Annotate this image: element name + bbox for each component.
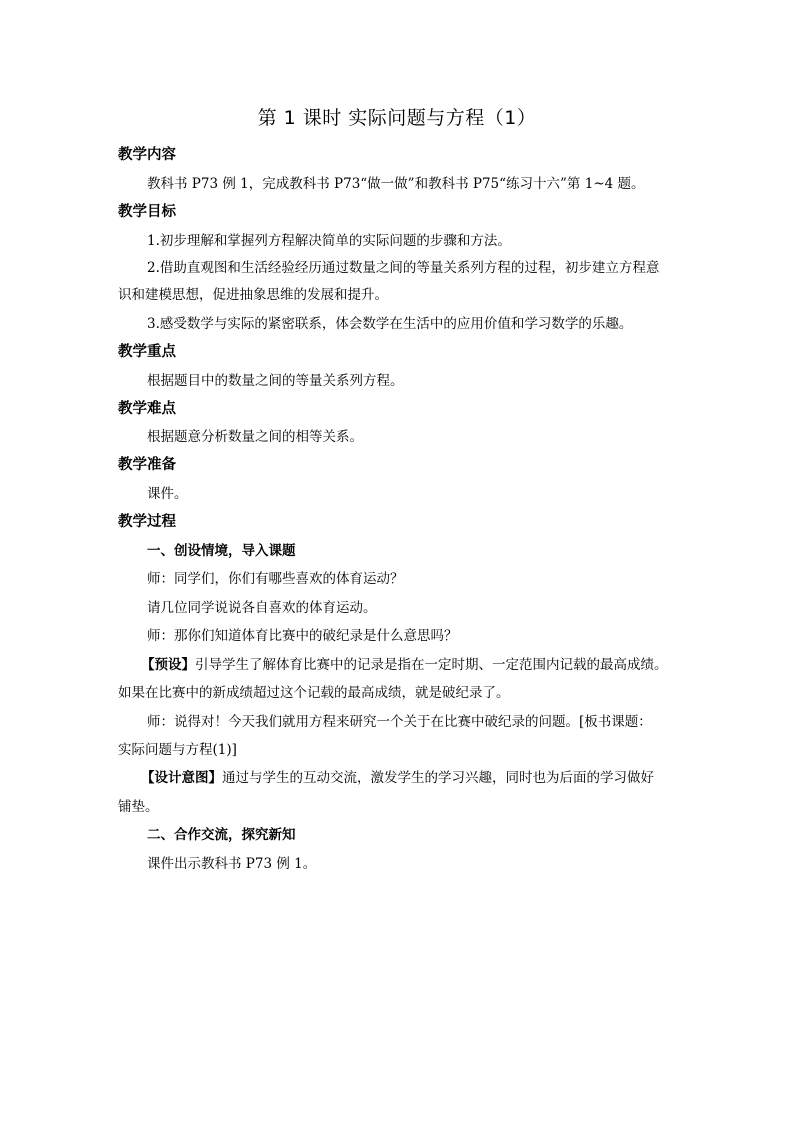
design-intent-text: 通过与学生的互动交流，激发学生的学习兴趣，同时也为后面的学习做好 <box>222 770 654 786</box>
preset-paragraph-line-2: 如果在比赛中的新成绩超过这个记载的最高成绩，就是破纪录了。 <box>118 685 510 701</box>
heading-teaching-content: 教学内容 <box>118 147 176 163</box>
step-2-title: 二、合作交流，探究新知 <box>147 827 296 843</box>
difficulty-text: 根据题意分析数量之间的相等关系。 <box>147 429 363 445</box>
teaching-content-text: 教科书 P73 例 1，完成教科书 P73“做一做”和教科书 P75“练习十六”第 1~4 题。 <box>147 176 645 192</box>
heading-teaching-process: 教学过程 <box>118 514 176 530</box>
heading-key-point: 教学重点 <box>118 344 176 360</box>
goal-item-3: 3.感受数学与实际的紧密联系，体会数学在生活中的应用价值和学习数学的乐趣。 <box>147 316 633 332</box>
heading-teaching-goals: 教学目标 <box>118 204 176 220</box>
process-line-2: 请几位同学说说各自喜欢的体育运动。 <box>147 600 377 616</box>
heading-preparation: 教学准备 <box>118 457 176 473</box>
design-intent-tag: 【设计意图】 <box>141 770 222 786</box>
key-point-text: 根据题目中的数量之间的等量关系列方程。 <box>147 373 404 389</box>
goal-item-2-line-1: 2.借助直观图和生活经验经历通过数量之间的等量关系列方程的过程，初步建立方程意 <box>147 260 660 276</box>
preparation-text: 课件。 <box>147 486 188 502</box>
process-line-5: 课件出示教科书 P73 例 1。 <box>147 856 317 872</box>
preset-paragraph-line-1 <box>141 655 668 675</box>
design-intent-line-2: 铺垫。 <box>118 799 159 815</box>
design-intent-line-1 <box>141 768 654 788</box>
process-line-1: 师：同学们，你们有哪些喜欢的体育运动？ <box>147 571 404 587</box>
preset-text: 引导学生了解体育比赛中的记录是指在一定时期、一定范围内记载的最高成绩。 <box>195 657 668 673</box>
teacher-remark-line-1: 师：说得对！今天我们就用方程来研究一个关于在比赛中破纪录的问题。[板书课题： <box>147 714 652 730</box>
page-title: 第 1 课时 实际问题与方程（1） <box>257 107 537 129</box>
preset-tag: 【预设】 <box>141 657 195 673</box>
goal-item-1: 1.初步理解和掌握列方程解决简单的实际问题的步骤和方法。 <box>147 233 511 249</box>
goal-item-2-line-2: 识和建模思想，促进抽象思维的发展和提升。 <box>118 287 388 303</box>
step-1-title: 一、创设情境，导入课题 <box>147 543 296 559</box>
teacher-remark-line-2: 实际问题与方程(1)] <box>118 742 237 758</box>
process-line-3: 师：那你们知道体育比赛中的破纪录是什么意思吗？ <box>147 628 458 644</box>
heading-difficulty: 教学难点 <box>118 401 176 417</box>
